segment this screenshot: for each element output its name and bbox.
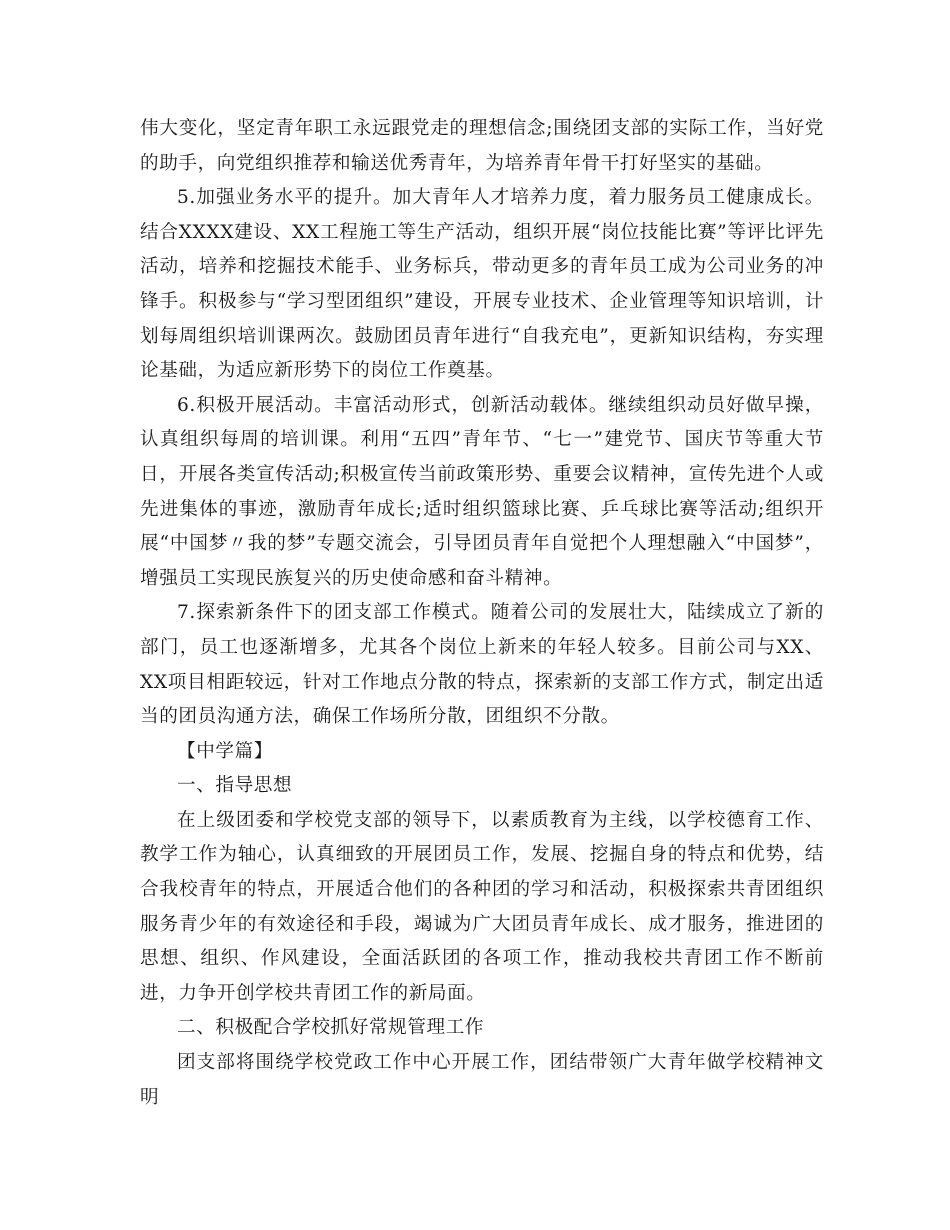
paragraph-continuation: 伟大变化，坚定青年职工永远跟党走的理想信念;围绕团支部的实际工作，当好党的助手，向党组织推荐和输送优秀青年，为培养青年骨干打好坚实的基础。: [140, 118, 824, 174]
paragraph-item-7: 7.探索新条件下的团支部工作模式。随着公司的发展壮大，陆续成立了新的部门，员工也逐渐增多，尤其各个岗位上新来的年轻人较多。目前公司与XX、XX项目相距较远，针对工作地点分散的特点，探索新的支部工作方式，制定出适当的团员沟通方法，确保工作场所分散，团组织不分散。: [140, 602, 824, 728]
section-heading-middle-school: 【中学篇】: [177, 740, 273, 762]
subheading-routine-management: 二、积极配合学校抓好常规管理工作: [177, 1017, 485, 1039]
subheading-guiding-ideology: 一、指导思想: [177, 775, 293, 797]
document-body: [140, 112, 824, 1115]
paragraph-routine-management: 团支部将围绕学校党政工作中心开展工作，团结带领广大青年做学校精神文明: [140, 1052, 824, 1108]
paragraph-item-6: 6.积极开展活动。丰富活动形式，创新活动载体。继续组织动员好做早操，认真组织每周的培训课。利用“五四”青年节、“七一”建党节、国庆节等重大节日，开展各类宣传活动;积极宣传当前政策形势、重要会议精神，宣传先进个人或先进集体的事迹，激励青年成长;适时组织篮球比赛、乒乓球比赛等活动;组织开展“中国梦〃我的梦”专题交流会，引导团员青年自觉把个人理想融入“中国梦”，增强员工实现民族复兴的历史使命感和奋斗精神。: [140, 394, 824, 589]
paragraph-item-5: 5.加强业务水平的提升。加大青年人才培养力度，着力服务员工健康成长。结合XXXX建设、XX工程施工等生产活动，组织开展“岗位技能比赛”等评比评先活动，培养和挖掘技术能手、业务标兵，带动更多的青年员工成为公司业务的冲锋手。积极参与“学习型团组织”建设，开展专业技术、企业管理等知识培训，计划每周组织培训课两次。鼓励团员青年进行“自我充电”，更新知识结构，夯实理论基础，为适应新形势下的岗位工作奠基。: [140, 187, 824, 382]
paragraph-guiding-ideology: 在上级团委和学校党支部的领导下，以素质教育为主线，以学校德育工作、教学工作为轴心，认真细致的开展团员工作，发展、挖掘自身的特点和优势，结合我校青年的特点，开展适合他们的各种团的学习和活动，积极探索共青团组织服务青少年的有效途径和手段，竭诚为广大团员青年成长、成才服务，推进团的思想、组织、作风建设，全面活跃团的各项工作，推动我校共青团工作不断前进，力争开创学校共青团工作的新局面。: [140, 809, 824, 1004]
